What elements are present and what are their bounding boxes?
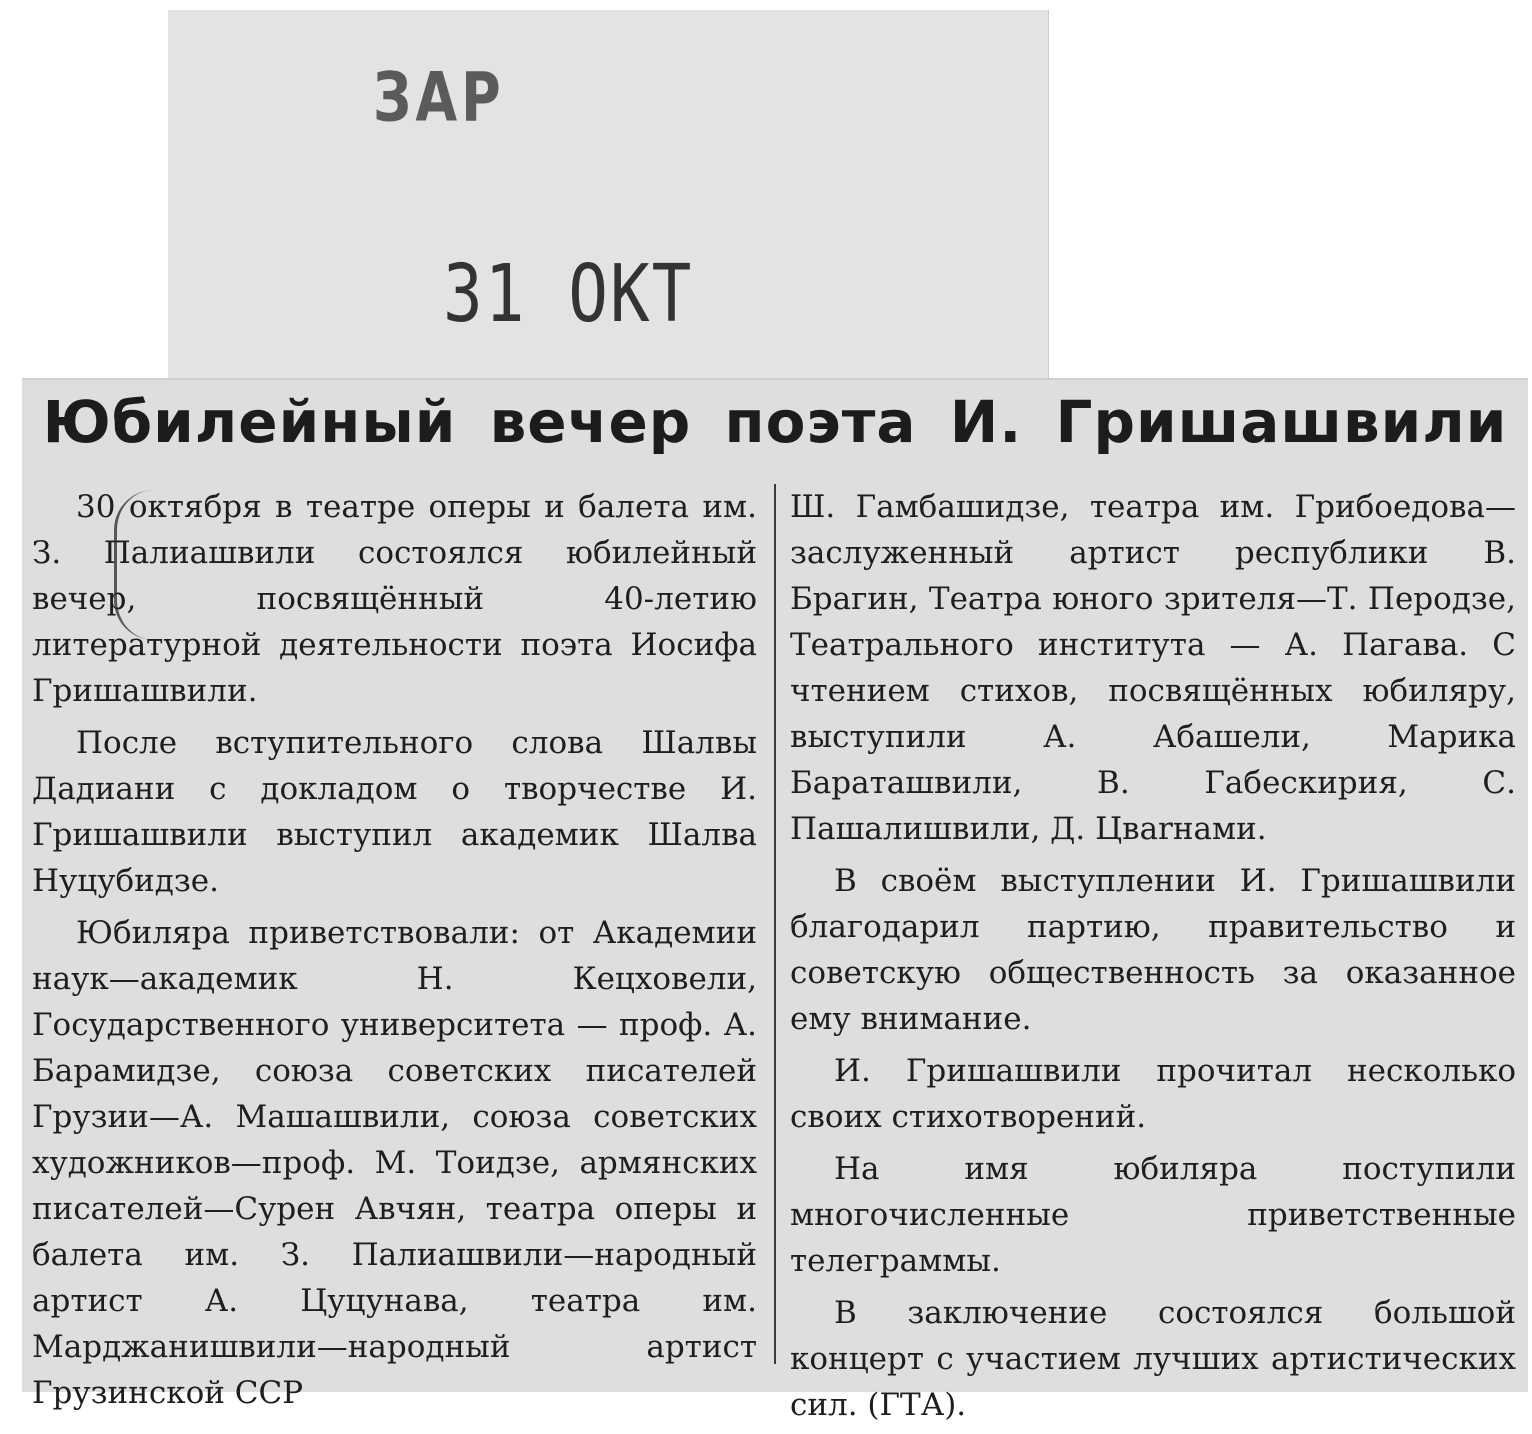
article-paragraph: В заключение состоялся большой концерт с участием лучших артистических сил. (ГТА). (790, 1295, 1516, 1423)
archive-stamp-card (168, 10, 1049, 382)
article-paragraph: Юбиляра приветствовали: от Академии наук—академик Н. Кецховели, Государственного университета — проф. А. Барамидзе, союза советских писателей Грузии—А. Машашвили, союза советских художников—проф. М. Тоидзе, армянских писателей—Сурен Авчян, театра оперы и балета им. З. Палиашвили—народный артист А. Цуцунава, театра им. Марджанишвили—народный артист Грузинской ССР (32, 915, 757, 1411)
column-divider (774, 484, 776, 1364)
article-paragraph: На имя юбиляра поступили многочисленные приветственные телеграммы. (790, 1151, 1516, 1279)
newspaper-clipping (22, 378, 1528, 1423)
article-paragraph: После вступительного слова Шалвы Дадиани с докладом о творчестве И. Гришашвили выступил академик Шалва Нуцубидзе. (32, 725, 757, 899)
article-paragraph: И. Гришашвили прочитал несколько своих стихотворений. (790, 1053, 1516, 1135)
article-paragraph: В своём выступлении И. Гришашвили благодарил партию, правительство и советскую общественность за оказанное ему внимание. (790, 863, 1516, 1037)
article-paragraph: Ш. Гамбашидзе, театра им. Грибоедова—заслуженный артист республики В. Брагин, Театра юного зрителя—Т. Перодзе, Театрального института — А. Пагава. С чтением стихов, посвящённых юбиляру, выступили А. Абашели, Марика Бараташвили, В. Габескирия, С. Пашалишвили, Д. Цвarнами. (790, 489, 1516, 847)
stamp-date: 31 ОКТ (443, 248, 694, 341)
stamp-faint-marks (428, 170, 948, 240)
article-column-right (790, 484, 1516, 1434)
article-headline: Юбилейный вечер поэта И. Гришашвили (42, 388, 1508, 456)
pencil-mark (114, 490, 177, 640)
article-paragraph: 30 октября в театре оперы и балета им. З. Палиашвили состоялся юбилейный вечер, посвящённый 40-летию литературной деятельности поэта Иосифа Гришашвили. (32, 489, 757, 709)
stamp-top-text: ЗАР (373, 58, 505, 137)
